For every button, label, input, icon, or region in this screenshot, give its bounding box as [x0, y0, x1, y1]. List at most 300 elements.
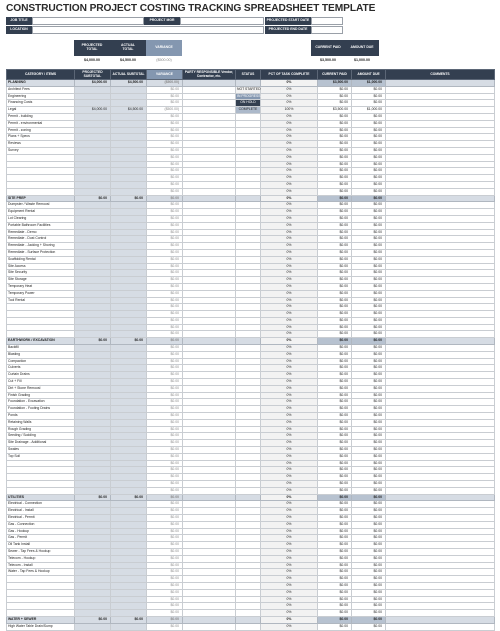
current-paid-cell[interactable]: $0.00 [318, 562, 352, 569]
pct-complete-cell[interactable]: 0% [261, 555, 318, 562]
party-responsible-cell[interactable] [183, 209, 236, 216]
current-paid-cell[interactable]: $0.00 [318, 426, 352, 433]
status-cell[interactable] [236, 426, 261, 433]
pct-complete-cell[interactable]: 0% [261, 209, 318, 216]
status-cell[interactable] [236, 582, 261, 589]
actual-subtotal-cell[interactable] [111, 385, 147, 392]
party-responsible-cell[interactable] [183, 127, 236, 134]
comments-cell[interactable] [386, 467, 495, 474]
current-paid-cell[interactable]: $0.00 [318, 147, 352, 154]
pct-complete-cell[interactable]: 0% [261, 256, 318, 263]
current-paid-cell[interactable]: $0.00 [318, 100, 352, 107]
actual-subtotal-cell[interactable] [111, 474, 147, 481]
item-label[interactable]: Sewer - Tap Fees & Hookup [7, 548, 75, 555]
party-responsible-cell[interactable] [183, 582, 236, 589]
actual-subtotal-cell[interactable] [111, 535, 147, 542]
comments-cell[interactable] [386, 603, 495, 610]
comments-cell[interactable] [386, 358, 495, 365]
party-responsible-cell[interactable] [183, 222, 236, 229]
pct-complete-cell[interactable]: 0% [261, 623, 318, 630]
projected-subtotal-cell[interactable] [75, 399, 111, 406]
status-cell[interactable] [236, 413, 261, 420]
current-paid-cell[interactable]: $0.00 [318, 392, 352, 399]
current-paid-cell[interactable]: $0.00 [318, 324, 352, 331]
actual-subtotal-cell[interactable] [111, 100, 147, 107]
pct-complete-cell[interactable]: 0% [261, 603, 318, 610]
projected-subtotal-cell[interactable] [75, 283, 111, 290]
projected-subtotal-cell[interactable] [75, 175, 111, 182]
status-cell[interactable] [236, 120, 261, 127]
pct-complete-cell[interactable]: 0% [261, 440, 318, 447]
projected-subtotal-cell[interactable] [75, 249, 111, 256]
party-responsible-cell[interactable] [183, 481, 236, 488]
comments-cell[interactable] [386, 175, 495, 182]
pct-complete-cell[interactable]: 0% [261, 528, 318, 535]
item-label[interactable]: Gas - Connection [7, 521, 75, 528]
item-label[interactable]: Survey [7, 147, 75, 154]
item-label[interactable]: Cut + Fill [7, 379, 75, 386]
status-cell[interactable] [236, 134, 261, 141]
comments-cell[interactable] [386, 528, 495, 535]
pct-complete-cell[interactable]: 0% [261, 413, 318, 420]
comments-cell[interactable] [386, 460, 495, 467]
projected-subtotal-cell[interactable] [75, 447, 111, 454]
party-responsible-cell[interactable] [183, 433, 236, 440]
actual-subtotal-cell[interactable] [111, 249, 147, 256]
item-label[interactable]: Ponds [7, 413, 75, 420]
projected-subtotal-cell[interactable] [75, 467, 111, 474]
comments-cell[interactable] [386, 222, 495, 229]
status-cell[interactable] [236, 161, 261, 168]
current-paid-cell[interactable]: $0.00 [318, 603, 352, 610]
current-paid-cell[interactable]: $0.00 [318, 141, 352, 148]
current-paid-cell[interactable]: $0.00 [318, 555, 352, 562]
current-paid-cell[interactable]: $0.00 [318, 413, 352, 420]
comments-cell[interactable] [386, 365, 495, 372]
item-label[interactable] [7, 188, 75, 195]
current-paid-cell[interactable]: $0.00 [318, 297, 352, 304]
party-responsible-cell[interactable] [183, 528, 236, 535]
status-cell[interactable]: ON HOLD [236, 100, 261, 107]
projected-subtotal-cell[interactable] [75, 188, 111, 195]
actual-subtotal-cell[interactable] [111, 209, 147, 216]
status-cell[interactable] [236, 392, 261, 399]
party-responsible-cell[interactable] [183, 521, 236, 528]
item-label[interactable]: Remediate - Jacking + Shoring [7, 243, 75, 250]
status-cell[interactable] [236, 623, 261, 630]
actual-subtotal-cell[interactable] [111, 426, 147, 433]
item-label[interactable] [7, 481, 75, 488]
item-label[interactable]: Water - Tap Fees & Hookup [7, 569, 75, 576]
comments-cell[interactable] [386, 317, 495, 324]
actual-subtotal-cell[interactable] [111, 419, 147, 426]
current-paid-cell[interactable]: $0.00 [318, 419, 352, 426]
actual-subtotal-cell[interactable] [111, 168, 147, 175]
current-paid-cell[interactable]: $0.00 [318, 277, 352, 284]
current-paid-cell[interactable]: $0.00 [318, 168, 352, 175]
pct-complete-cell[interactable]: 0% [261, 311, 318, 318]
pct-complete-cell[interactable]: 0% [261, 297, 318, 304]
party-responsible-cell[interactable] [183, 589, 236, 596]
item-label[interactable] [7, 460, 75, 467]
pct-complete-cell[interactable]: 0% [261, 345, 318, 352]
item-label[interactable]: Permit - building [7, 113, 75, 120]
status-cell[interactable] [236, 481, 261, 488]
current-paid-cell[interactable]: $0.00 [318, 134, 352, 141]
item-label[interactable] [7, 610, 75, 617]
projected-subtotal-cell[interactable] [75, 202, 111, 209]
actual-subtotal-cell[interactable] [111, 304, 147, 311]
item-label[interactable] [7, 467, 75, 474]
current-paid-cell[interactable]: $0.00 [318, 161, 352, 168]
item-label[interactable]: Oil Tank Install [7, 542, 75, 549]
actual-subtotal-cell[interactable] [111, 297, 147, 304]
status-cell[interactable] [236, 358, 261, 365]
pct-complete-cell[interactable]: 0% [261, 433, 318, 440]
pct-complete-cell[interactable]: 0% [261, 154, 318, 161]
current-paid-cell[interactable]: $0.00 [318, 542, 352, 549]
comments-cell[interactable] [386, 297, 495, 304]
comments-cell[interactable] [386, 324, 495, 331]
status-cell[interactable] [236, 515, 261, 522]
pct-complete-cell[interactable]: 0% [261, 392, 318, 399]
actual-subtotal-cell[interactable] [111, 569, 147, 576]
projected-subtotal-cell[interactable] [75, 113, 111, 120]
item-label[interactable]: Finish Grading [7, 392, 75, 399]
status-cell[interactable] [236, 603, 261, 610]
comments-cell[interactable] [386, 582, 495, 589]
current-paid-cell[interactable]: $0.00 [318, 372, 352, 379]
party-responsible-cell[interactable] [183, 107, 236, 114]
comments-cell[interactable] [386, 453, 495, 460]
actual-subtotal-cell[interactable] [111, 603, 147, 610]
pct-complete-cell[interactable]: 0% [261, 243, 318, 250]
status-cell[interactable] [236, 487, 261, 494]
project-mgr-field[interactable] [180, 17, 264, 25]
actual-subtotal-cell[interactable] [111, 358, 147, 365]
current-paid-cell[interactable]: $0.00 [318, 188, 352, 195]
status-cell[interactable] [236, 127, 261, 134]
current-paid-cell[interactable]: $0.00 [318, 270, 352, 277]
party-responsible-cell[interactable] [183, 283, 236, 290]
status-cell[interactable] [236, 555, 261, 562]
actual-subtotal-cell[interactable] [111, 542, 147, 549]
pct-complete-cell[interactable]: 0% [261, 249, 318, 256]
pct-complete-cell[interactable]: 0% [261, 399, 318, 406]
pct-complete-cell[interactable]: 0% [261, 181, 318, 188]
pct-complete-cell[interactable]: 0% [261, 93, 318, 100]
job-title-field[interactable] [32, 17, 144, 25]
party-responsible-cell[interactable] [183, 311, 236, 318]
party-responsible-cell[interactable] [183, 236, 236, 243]
current-paid-cell[interactable]: $0.00 [318, 113, 352, 120]
projected-subtotal-cell[interactable] [75, 487, 111, 494]
actual-subtotal-cell[interactable] [111, 243, 147, 250]
comments-cell[interactable] [386, 243, 495, 250]
pct-complete-cell[interactable]: 0% [261, 277, 318, 284]
projected-subtotal-cell[interactable] [75, 521, 111, 528]
item-label[interactable]: Architect Fees [7, 86, 75, 93]
comments-cell[interactable] [386, 345, 495, 352]
item-label[interactable]: Blasting [7, 351, 75, 358]
pct-complete-cell[interactable]: 0% [261, 582, 318, 589]
item-label[interactable]: Remediate - Demo [7, 229, 75, 236]
status-cell[interactable] [236, 542, 261, 549]
comments-cell[interactable] [386, 521, 495, 528]
comments-cell[interactable] [386, 576, 495, 583]
actual-subtotal-cell[interactable] [111, 481, 147, 488]
status-cell[interactable] [236, 168, 261, 175]
comments-cell[interactable] [386, 154, 495, 161]
actual-subtotal-cell[interactable] [111, 188, 147, 195]
pct-complete-cell[interactable]: 0% [261, 596, 318, 603]
projected-subtotal-cell[interactable] [75, 181, 111, 188]
projected-subtotal-cell[interactable] [75, 358, 111, 365]
projected-subtotal-cell[interactable] [75, 576, 111, 583]
projected-subtotal-cell[interactable] [75, 324, 111, 331]
status-cell[interactable] [236, 215, 261, 222]
party-responsible-cell[interactable] [183, 426, 236, 433]
status-cell[interactable] [236, 304, 261, 311]
current-paid-cell[interactable]: $0.00 [318, 406, 352, 413]
party-responsible-cell[interactable] [183, 610, 236, 617]
status-cell[interactable] [236, 596, 261, 603]
pct-complete-cell[interactable]: 0% [261, 447, 318, 454]
item-label[interactable]: Portable Bathroom Facilities [7, 222, 75, 229]
item-label[interactable] [7, 181, 75, 188]
current-paid-cell[interactable]: $0.00 [318, 440, 352, 447]
actual-subtotal-cell[interactable] [111, 141, 147, 148]
comments-cell[interactable] [386, 399, 495, 406]
party-responsible-cell[interactable] [183, 147, 236, 154]
status-cell[interactable] [236, 399, 261, 406]
projected-subtotal-cell[interactable] [75, 392, 111, 399]
projected-subtotal-cell[interactable] [75, 365, 111, 372]
status-cell[interactable] [236, 610, 261, 617]
item-label[interactable]: Remediate - Surface Protection [7, 249, 75, 256]
pct-complete-cell[interactable]: 0% [261, 86, 318, 93]
status-cell[interactable] [236, 460, 261, 467]
pct-complete-cell[interactable]: 0% [261, 508, 318, 515]
current-paid-cell[interactable]: $0.00 [318, 596, 352, 603]
party-responsible-cell[interactable] [183, 256, 236, 263]
party-responsible-cell[interactable] [183, 249, 236, 256]
start-date-field[interactable] [311, 17, 343, 25]
actual-subtotal-cell[interactable] [111, 127, 147, 134]
current-paid-cell[interactable]: $0.00 [318, 290, 352, 297]
status-cell[interactable] [236, 209, 261, 216]
item-label[interactable]: Temporary Heat [7, 283, 75, 290]
party-responsible-cell[interactable] [183, 188, 236, 195]
item-label[interactable]: Equipment Rental [7, 209, 75, 216]
item-label[interactable] [7, 175, 75, 182]
party-responsible-cell[interactable] [183, 161, 236, 168]
status-cell[interactable] [236, 562, 261, 569]
item-label[interactable] [7, 474, 75, 481]
current-paid-cell[interactable]: $0.00 [318, 222, 352, 229]
item-label[interactable]: Electrical - Permit [7, 515, 75, 522]
projected-subtotal-cell[interactable] [75, 555, 111, 562]
status-cell[interactable] [236, 569, 261, 576]
party-responsible-cell[interactable] [183, 623, 236, 630]
party-responsible-cell[interactable] [183, 569, 236, 576]
projected-subtotal-cell[interactable] [75, 147, 111, 154]
status-cell[interactable] [236, 419, 261, 426]
item-label[interactable]: Top Soil [7, 453, 75, 460]
party-responsible-cell[interactable] [183, 290, 236, 297]
comments-cell[interactable] [386, 555, 495, 562]
actual-subtotal-cell[interactable] [111, 440, 147, 447]
comments-cell[interactable] [386, 413, 495, 420]
actual-subtotal-cell[interactable] [111, 175, 147, 182]
pct-complete-cell[interactable]: 0% [261, 426, 318, 433]
status-cell[interactable] [236, 181, 261, 188]
actual-subtotal-cell[interactable] [111, 406, 147, 413]
pct-complete-cell[interactable]: 0% [261, 202, 318, 209]
comments-cell[interactable] [386, 569, 495, 576]
pct-complete-cell[interactable]: 0% [261, 419, 318, 426]
current-paid-cell[interactable]: $0.00 [318, 501, 352, 508]
current-paid-cell[interactable]: $0.00 [318, 508, 352, 515]
party-responsible-cell[interactable] [183, 215, 236, 222]
comments-cell[interactable] [386, 351, 495, 358]
actual-subtotal-cell[interactable] [111, 610, 147, 617]
projected-subtotal-cell[interactable] [75, 100, 111, 107]
pct-complete-cell[interactable]: 0% [261, 161, 318, 168]
projected-subtotal-cell[interactable] [75, 154, 111, 161]
current-paid-cell[interactable]: $0.00 [318, 229, 352, 236]
actual-subtotal-cell[interactable] [111, 365, 147, 372]
projected-subtotal-cell[interactable] [75, 263, 111, 270]
comments-cell[interactable] [386, 161, 495, 168]
status-cell[interactable] [236, 589, 261, 596]
projected-subtotal-cell[interactable] [75, 243, 111, 250]
item-label[interactable]: Swales [7, 447, 75, 454]
item-label[interactable]: Permit - zoning [7, 127, 75, 134]
projected-subtotal-cell[interactable] [75, 426, 111, 433]
projected-subtotal-cell[interactable]: $4,000.00 [75, 107, 111, 114]
current-paid-cell[interactable]: $0.00 [318, 215, 352, 222]
actual-subtotal-cell[interactable] [111, 508, 147, 515]
actual-subtotal-cell[interactable] [111, 277, 147, 284]
projected-subtotal-cell[interactable] [75, 161, 111, 168]
actual-subtotal-cell[interactable] [111, 283, 147, 290]
current-paid-cell[interactable]: $0.00 [318, 447, 352, 454]
status-cell[interactable] [236, 154, 261, 161]
comments-cell[interactable] [386, 290, 495, 297]
actual-subtotal-cell[interactable] [111, 589, 147, 596]
pct-complete-cell[interactable]: 0% [261, 283, 318, 290]
projected-subtotal-cell[interactable] [75, 406, 111, 413]
pct-complete-cell[interactable]: 0% [261, 481, 318, 488]
status-cell[interactable] [236, 311, 261, 318]
party-responsible-cell[interactable] [183, 603, 236, 610]
comments-cell[interactable] [386, 277, 495, 284]
pct-complete-cell[interactable]: 0% [261, 215, 318, 222]
pct-complete-cell[interactable]: 0% [261, 515, 318, 522]
status-cell[interactable] [236, 277, 261, 284]
item-label[interactable]: High Water Table Drain/Sump [7, 623, 75, 630]
party-responsible-cell[interactable] [183, 515, 236, 522]
pct-complete-cell[interactable]: 0% [261, 141, 318, 148]
actual-subtotal-cell[interactable] [111, 317, 147, 324]
comments-cell[interactable] [386, 548, 495, 555]
item-label[interactable]: Dirt + Stone Removal [7, 385, 75, 392]
item-label[interactable]: Compaction [7, 358, 75, 365]
item-label[interactable]: Electrical - Install [7, 508, 75, 515]
party-responsible-cell[interactable] [183, 379, 236, 386]
pct-complete-cell[interactable]: 0% [261, 222, 318, 229]
item-label[interactable] [7, 317, 75, 324]
pct-complete-cell[interactable]: 0% [261, 589, 318, 596]
item-label[interactable]: Site Access [7, 263, 75, 270]
pct-complete-cell[interactable]: 0% [261, 562, 318, 569]
pct-complete-cell[interactable]: 0% [261, 168, 318, 175]
current-paid-cell[interactable]: $0.00 [318, 331, 352, 338]
status-cell[interactable] [236, 243, 261, 250]
item-label[interactable] [7, 582, 75, 589]
current-paid-cell[interactable]: $0.00 [318, 86, 352, 93]
item-label[interactable]: Site Storage [7, 277, 75, 284]
comments-cell[interactable] [386, 283, 495, 290]
item-label[interactable] [7, 331, 75, 338]
status-cell[interactable] [236, 175, 261, 182]
actual-subtotal-cell[interactable] [111, 596, 147, 603]
party-responsible-cell[interactable] [183, 168, 236, 175]
comments-cell[interactable] [386, 474, 495, 481]
pct-complete-cell[interactable]: 0% [261, 535, 318, 542]
party-responsible-cell[interactable] [183, 120, 236, 127]
actual-subtotal-cell[interactable] [111, 331, 147, 338]
projected-subtotal-cell[interactable] [75, 236, 111, 243]
pct-complete-cell[interactable]: 0% [261, 460, 318, 467]
comments-cell[interactable] [386, 589, 495, 596]
item-label[interactable] [7, 311, 75, 318]
actual-subtotal-cell[interactable] [111, 236, 147, 243]
current-paid-cell[interactable]: $0.00 [318, 467, 352, 474]
status-cell[interactable] [236, 236, 261, 243]
current-paid-cell[interactable]: $0.00 [318, 582, 352, 589]
party-responsible-cell[interactable] [183, 277, 236, 284]
party-responsible-cell[interactable] [183, 351, 236, 358]
comments-cell[interactable] [386, 501, 495, 508]
item-label[interactable]: Curtain Drains [7, 372, 75, 379]
comments-cell[interactable] [386, 311, 495, 318]
comments-cell[interactable] [386, 93, 495, 100]
party-responsible-cell[interactable] [183, 181, 236, 188]
current-paid-cell[interactable]: $0.00 [318, 460, 352, 467]
actual-subtotal-cell[interactable] [111, 311, 147, 318]
item-label[interactable]: Site Security [7, 270, 75, 277]
comments-cell[interactable] [386, 426, 495, 433]
item-label[interactable]: Remediate - Dust Control [7, 236, 75, 243]
actual-subtotal-cell[interactable] [111, 453, 147, 460]
item-label[interactable]: Telecom - Install [7, 562, 75, 569]
current-paid-cell[interactable]: $0.00 [318, 589, 352, 596]
item-label[interactable]: Reviews [7, 141, 75, 148]
item-label[interactable] [7, 154, 75, 161]
projected-subtotal-cell[interactable] [75, 120, 111, 127]
actual-subtotal-cell[interactable] [111, 93, 147, 100]
current-paid-cell[interactable]: $0.00 [318, 623, 352, 630]
pct-complete-cell[interactable]: 0% [261, 576, 318, 583]
current-paid-cell[interactable]: $0.00 [318, 521, 352, 528]
item-label[interactable]: Retaining Walls [7, 419, 75, 426]
actual-subtotal-cell[interactable] [111, 229, 147, 236]
actual-subtotal-cell[interactable] [111, 447, 147, 454]
pct-complete-cell[interactable]: 0% [261, 188, 318, 195]
party-responsible-cell[interactable] [183, 297, 236, 304]
